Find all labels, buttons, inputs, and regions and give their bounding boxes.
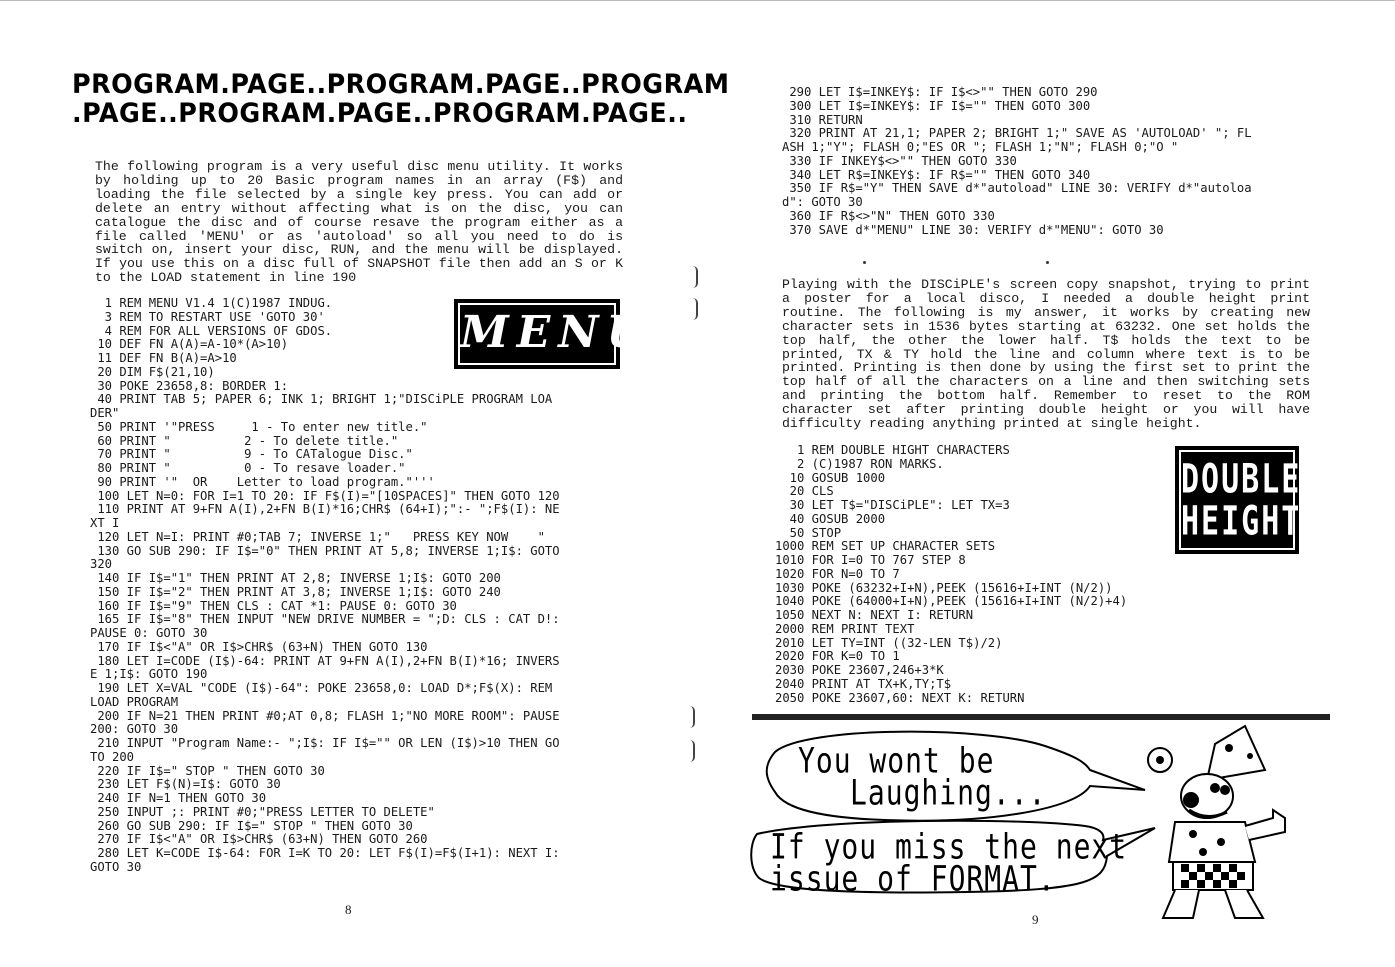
code-line: 370 SAVE d*"MENU" LINE 30: VERIFY d*"MENU": GOTO 30 [782, 222, 1164, 237]
code-line: 20 CLS [775, 484, 834, 499]
code-line: 130 GO SUB 290: IF I$="0" THEN PRINT AT 5,8; INVERSE 1;I$: GOTO [90, 543, 560, 558]
code-line: 30 LET T$="DISCiPLE": LET TX=3 [775, 498, 1010, 512]
code-line: 140 IF I$="1" THEN PRINT AT 2,8; INVERSE 1;I$: GOTO 200 [90, 571, 501, 585]
code-line: 70 PRINT " 9 - To CATalogue Disc." [90, 447, 413, 462]
code-line: 3 REM TO RESTART USE 'GOTO 30' [90, 309, 325, 324]
code-line: ASH 1;"Y"; FLASH 0;"ES OR "; FLASH 1;"N"; FLASH 0;"O " [782, 140, 1179, 154]
code-line: E 1;I$: GOTO 190 [90, 667, 208, 682]
double-height-logo [1175, 446, 1302, 554]
binding-mark [690, 706, 695, 728]
code-line: 50 STOP [775, 525, 842, 540]
code-line: 110 PRINT AT 9+FN A(I),2+FN B(I)*16;CHR$ (64+I);":- ";F$(I): NE [90, 502, 560, 517]
code-line: LOAD PROGRAM [90, 694, 179, 709]
code-line: 1000 REM SET UP CHARACTER SETS [775, 539, 996, 554]
code-line: 1020 FOR N=0 TO 7 [775, 566, 900, 581]
code-line: 60 PRINT " 2 - To delete title." [90, 433, 399, 448]
menu-program-listing [90, 297, 560, 875]
code-line: 1050 NEXT N: NEXT I: RETURN [775, 608, 974, 622]
code-line: d": GOTO 30 [782, 195, 863, 209]
page-edge [697, 0, 1395, 1]
double-height-paragraph: Playing with the DISCiPLE's screen copy snapshot, trying to print a poster for a local disco, I needed a double height print routine. The following is my answer, it works by creating new character sets in 1536 bytes starting at 63232. One set holds the top half, the other the lower half. T$ holds the text to be printed, TX & TY hold the line and column where text is to be printed. Printing is then done by using the first set to print the top half of all the characters on a line and then switching sets and printing the bottom half. Remember to reset to the ROM character set after printing double height or you will have difficulty reading anything printed at single height. [782, 277, 1310, 432]
code-line: 180 LET I=CODE (I$)-64: PRINT AT 9+FN A(I),2+FN B(I)*16; INVERS [90, 653, 560, 668]
double-height-logo-line-2: HEIGHT [1181, 497, 1302, 546]
separator-dot [863, 261, 866, 264]
code-line: 2050 POKE 23607,60: NEXT K: RETURN [775, 690, 1025, 705]
code-line: 300 LET I$=INKEY$: IF I$="" THEN GOTO 300 [782, 98, 1091, 113]
code-line: 2000 REM PRINT TEXT [775, 621, 915, 636]
page-header-line-1: PROGRAM.PAGE..PROGRAM.PAGE..PROGRAM [72, 69, 730, 100]
code-line: 310 RETURN [782, 112, 863, 127]
code-line: 50 PRINT '"PRESS 1 - To enter new title." [90, 419, 428, 434]
code-line: 200: GOTO 30 [90, 722, 179, 737]
code-line: 290 LET I$=INKEY$: IF I$<>"" THEN GOTO 290 [782, 85, 1098, 99]
separator-dot [1046, 261, 1049, 264]
code-line: 350 IF R$="Y" THEN SAVE d*"autoload" LINE 30: VERIFY d*"autoloa [782, 181, 1252, 196]
code-line: 360 IF R$<>"N" THEN GOTO 330 [782, 208, 995, 223]
code-line: 2 (C)1987 RON MARKS. [775, 456, 944, 471]
menu-logo-text: MENU [460, 307, 653, 358]
code-line: 260 GO SUB 290: IF I$=" STOP " THEN GOTO 30 [90, 818, 413, 833]
code-line: 100 LET N=0: FOR I=1 TO 20: IF F$(I)="[10SPACES]" THEN GOTO 120 [90, 488, 560, 503]
binding-mark [690, 740, 695, 762]
section-divider [752, 714, 1330, 720]
code-line: 1 REM MENU V1.4 1(C)1987 INDUG. [90, 296, 333, 310]
code-line: 240 IF N=1 THEN GOTO 30 [90, 791, 267, 805]
advert-text-line-4: issue of FORMAT. [770, 858, 1056, 900]
code-line: 1030 POKE (63232+I+N),PEEK (15616+I+INT (N/2)) [775, 580, 1113, 595]
code-line: 20 DIM F$(21,10) [90, 364, 215, 379]
code-line: 340 LET R$=INKEY$: IF R$="" THEN GOTO 340 [782, 167, 1091, 182]
code-line: 10 DEF FN A(A)=A-10*(A>10) [90, 337, 289, 352]
page-header-line-2: .PAGE..PROGRAM.PAGE..PROGRAM.PAGE.. [72, 98, 688, 129]
code-line: 210 INPUT "Program Name:- ";I$: IF I$="" OR LEN (I$)>10 THEN GO [90, 736, 560, 750]
code-line: TO 200 [90, 749, 135, 764]
code-line: 270 IF I$<"A" OR I$>CHR$ (63+N) THEN GOTO 260 [90, 832, 428, 847]
code-line: 165 IF I$="8" THEN INPUT "NEW DRIVE NUMBER = ";D: CLS : CAT D!: [90, 612, 560, 627]
code-line: XT I [90, 516, 120, 530]
code-line: 250 INPUT ;: PRINT #0;"PRESS LETTER TO DELETE" [90, 804, 435, 819]
code-line: 120 LET N=I: PRINT #0;TAB 7; INVERSE 1;" PRESS KEY NOW " [90, 529, 545, 544]
code-line: 2010 LET TY=INT ((32-LEN T$)/2) [775, 635, 1003, 650]
code-line: 150 IF I$="2" THEN PRINT AT 3,8; INVERSE 1;I$: GOTO 240 [90, 584, 501, 599]
code-line: 1010 FOR I=0 TO 767 STEP 8 [775, 553, 966, 567]
page-number: 8 [345, 902, 352, 917]
advert-text-line-3: If you miss the next [770, 826, 1128, 868]
code-line: 4 REM FOR ALL VERSIONS OF GDOS. [90, 323, 333, 338]
double-height-logo-line-1: DOUBLE [1181, 455, 1302, 504]
intro-paragraph: The following program is a very useful disc menu utility. It works by holding up to 20 Basic program names in an array (F$) and loading the file selected by a single key press. You can add or delete an entry without affecting what is on the disc, you can catalogue the disc and of course resave the program either as a file called 'MENU' or as 'autoload' so all you need to do is switch on, insert your disc, RUN, and the menu will be displayed. If you use this on a disc full of SNAPSHOT file then add an S or K to the LOAD statement in line 190 [95, 159, 623, 286]
code-line: GOTO 30 [90, 859, 142, 874]
code-line: 2030 POKE 23607,246+3*K [775, 663, 944, 677]
binding-mark [693, 266, 698, 288]
code-line: 170 IF I$<"A" OR I$>CHR$ (63+N) THEN GOTO 130 [90, 639, 428, 654]
page-edge [0, 0, 697, 1]
advert-text-line-2: Laughing... [850, 772, 1047, 814]
double-height-program-listing [775, 444, 1127, 705]
code-line: 2020 FOR K=0 TO 1 [775, 649, 900, 664]
code-line: 200 IF N=21 THEN PRINT #0;AT 0,8; FLASH 1;"NO MORE ROOM": PAUSE [90, 708, 560, 723]
code-line: 80 PRINT " 0 - To resave loader." [90, 461, 406, 475]
code-line: 90 PRINT '" OR Letter to load program."''' [90, 474, 435, 489]
code-line: 1040 POKE (64000+I+N),PEEK (15616+I+INT (N/2)+4) [775, 594, 1128, 609]
code-line: 280 LET K=CODE I$-64: FOR I=K TO 20: LET F$(I)=F$(I+1): NEXT I: [90, 846, 560, 860]
code-line: DER" [90, 406, 120, 420]
code-line: 2040 PRINT AT TX+K,TY;T$ [775, 676, 952, 691]
binding-mark [693, 298, 698, 320]
code-line: 160 IF I$="9" THEN CLS : CAT *1: PAUSE 0: GOTO 30 [90, 598, 457, 613]
code-line: 1 REM DOUBLE HIGHT CHARACTERS [775, 443, 1010, 457]
code-line: 220 IF I$=" STOP " THEN GOTO 30 [90, 763, 325, 778]
code-line: 40 PRINT TAB 5; PAPER 6; INK 1; BRIGHT 1;"DISCiPLE PROGRAM LOA [90, 392, 553, 407]
code-line: PAUSE 0: GOTO 30 [90, 626, 208, 640]
code-line: 190 LET X=VAL "CODE (I$)-64": POKE 23658,0: LOAD D*;F$(X): REM [90, 681, 553, 695]
code-line: 320 PRINT AT 21,1; PAPER 2; BRIGHT 1;" SAVE AS 'AUTOLOAD' "; FL [782, 126, 1252, 141]
clown-icon [1148, 726, 1285, 918]
code-line: 320 [90, 557, 113, 572]
code-line: 11 DEF FN B(A)=A>10 [90, 351, 237, 365]
code-line: 40 GOSUB 2000 [775, 511, 886, 526]
menu-program-listing-continued [782, 86, 1252, 237]
page-number: 9 [1032, 912, 1039, 927]
code-line: 330 IF INKEY$<>"" THEN GOTO 330 [782, 153, 1017, 168]
code-line: 230 LET F$(N)=I$: GOTO 30 [90, 777, 281, 792]
code-line: 30 POKE 23658,8: BORDER 1: [90, 378, 289, 393]
code-line: 10 GOSUB 1000 [775, 470, 886, 485]
advert-text-line-1: You wont be [798, 740, 995, 782]
